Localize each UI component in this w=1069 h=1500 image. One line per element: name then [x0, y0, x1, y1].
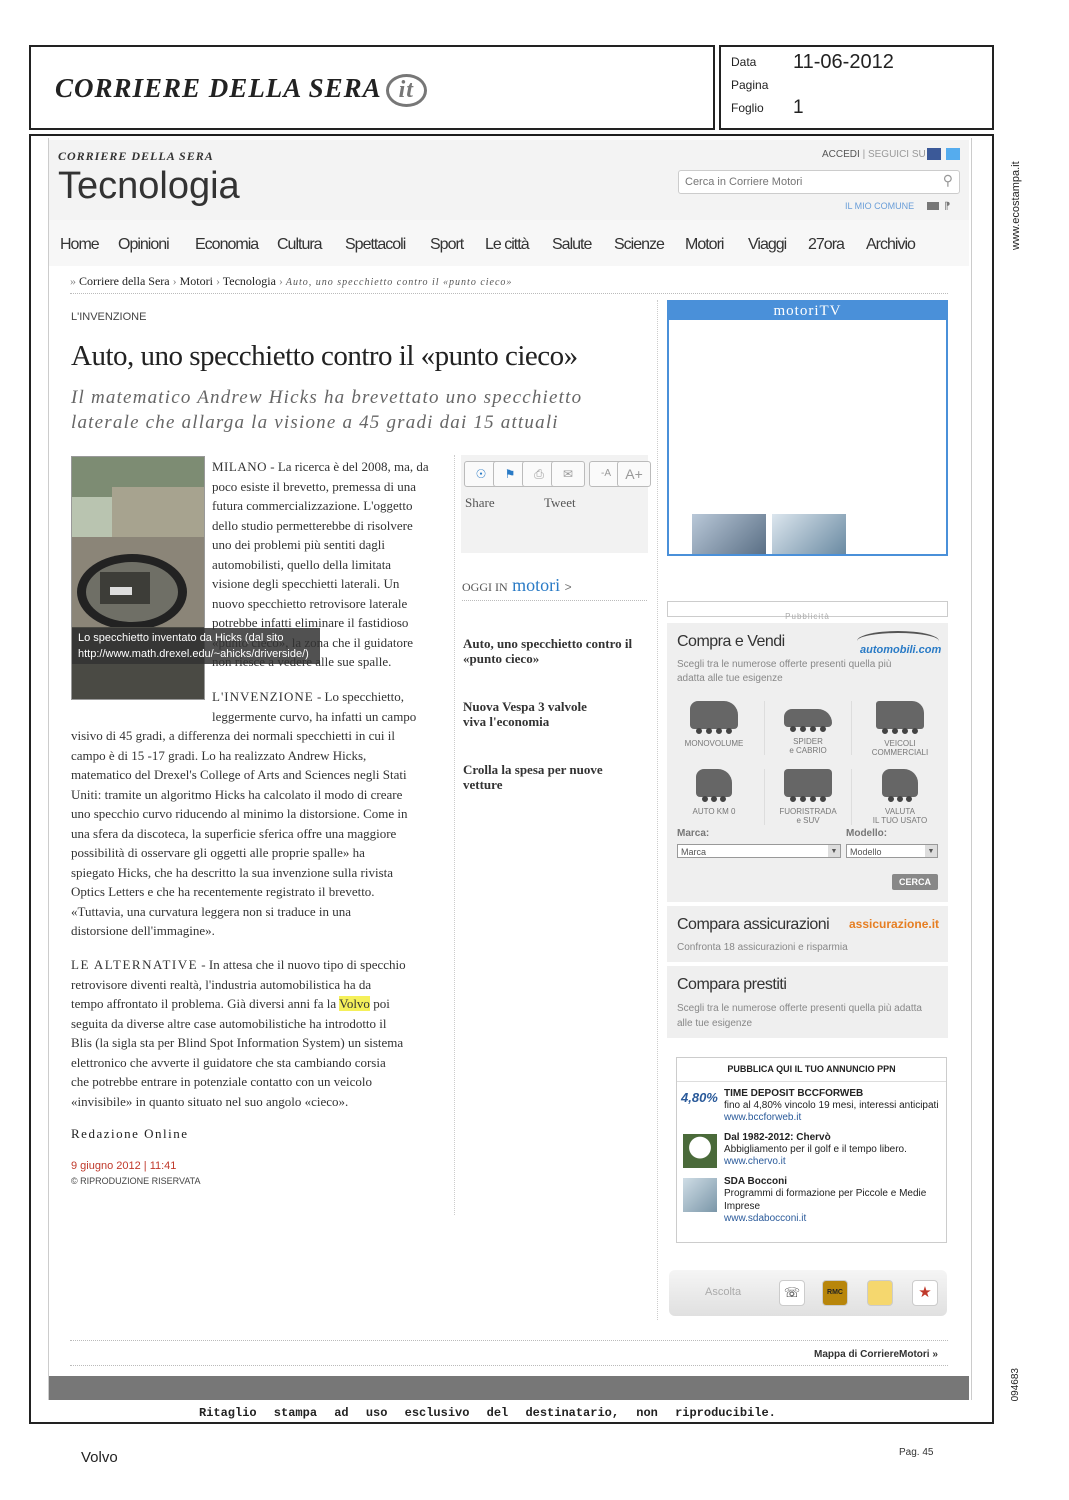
facebook-icon[interactable]: [927, 148, 941, 160]
cat-monovolume[interactable]: MONOVOLUME: [671, 701, 757, 748]
prestiti-desc: Scegli tra le numerose offerte presenti quella più adatta alle tue esigenze: [677, 1003, 922, 1029]
nav-item-scienze[interactable]: Scienze: [614, 236, 664, 253]
middle-divider: [454, 455, 456, 1215]
modello-select[interactable]: Modello ▼: [846, 844, 938, 858]
cat-km0[interactable]: AUTO KM 0: [671, 769, 757, 816]
nav-item-motori[interactable]: Motori: [685, 236, 724, 253]
article-title: Auto, uno specchietto contro il «punto cieco»: [71, 340, 578, 372]
video-thumb-2[interactable]: [772, 514, 846, 554]
modello-dropdown-icon[interactable]: ▼: [925, 845, 937, 857]
compra-title[interactable]: Compra e Vendi: [677, 633, 785, 650]
radio-icon-1[interactable]: ☏: [779, 1280, 805, 1306]
tweet-button[interactable]: Tweet: [544, 495, 576, 510]
p3-lead: LE ALTERNATIVE: [71, 957, 199, 972]
mio-comune-link[interactable]: IL MIO COMUNE: [845, 201, 915, 211]
nav-item-salute[interactable]: Salute: [552, 236, 592, 253]
article-p3: LE ALTERNATIVE - In attesa che il nuovo tipo di specchio retrovisore diventi realtà, l'industria automobilistica ha da tempo affrontato il problema. Già diversi anni fa la Volvo poi seguita da diverse altre case automobilistiche ha introdotto il Blis (la sigla sta per Blind Spot Information System) un sistema elettronico che avverte il guidatore che sta cambiando corsia che potrebbe entrare in potenziale contatto con un veicolo «invisibile» in quanto situato nel suo angolo «cieco».: [71, 957, 406, 1109]
nav-item-27ora[interactable]: 27ora: [808, 236, 844, 253]
mappa-link[interactable]: Mappa di CorriereMotori »: [814, 1349, 938, 1360]
automobili-logo-swoosh: [857, 631, 939, 651]
assic-desc: Confronta 18 assicurazioni e risparmia: [677, 942, 848, 953]
masthead-logo: CORRIERE DELLA SERA it: [55, 73, 427, 107]
ppn-title[interactable]: PUBBLICA QUI IL TUO ANNUNCIO PPN: [677, 1064, 946, 1082]
radio-icon-star[interactable]: ★: [912, 1280, 938, 1306]
monovolume-icon: [690, 701, 738, 729]
search-icon[interactable]: ⚲: [942, 172, 953, 188]
related-link-1[interactable]: Auto, uno specchietto contro il «punto cieco»: [463, 636, 633, 666]
compra-vendi-box: [667, 623, 948, 902]
breadcrumb-current: Auto, uno specchietto contro il «punto cieco»: [285, 277, 513, 288]
search-input[interactable]: [679, 171, 927, 193]
article-rights: © RIPRODUZIONE RISERVATA: [71, 1176, 201, 1186]
brand-label: Volvo: [81, 1449, 118, 1466]
cat-valuta[interactable]: VALUTA IL TUO USATO: [857, 769, 943, 825]
related-link-2[interactable]: Nuova Vespa 3 valvole viva l'economia: [463, 699, 587, 729]
prestiti-title[interactable]: Compara prestiti: [677, 976, 787, 993]
article-subtitle: Il matematico Andrew Hicks ha brevettato uno specchietto laterale che allarga la visione a 45 gradi dai 15 attuali: [71, 387, 583, 433]
bocconi-logo-icon: [683, 1178, 717, 1212]
assic-logo[interactable]: assicurazione.it: [849, 917, 940, 931]
article-date: 9 giugno 2012 | 11:41: [71, 1160, 177, 1172]
spider-icon: [784, 709, 832, 727]
page-number: Pag. 45: [899, 1447, 934, 1458]
breadcrumb-home[interactable]: Corriere della Sera: [79, 274, 170, 288]
twitter-icon[interactable]: [946, 148, 960, 160]
modello-label: Modello:: [846, 828, 888, 839]
ritaglio-notice: Ritaglio stampa ad uso esclusivo del destinatario, non riproducibile.: [199, 1406, 776, 1420]
nav-item-economia[interactable]: Economia: [195, 236, 259, 253]
suv-icon: [784, 769, 832, 797]
login-link[interactable]: ACCEDI | SEGUICI SU: [822, 149, 926, 160]
radio-icon-3[interactable]: [867, 1280, 893, 1306]
follow-label: | SEGUICI SU: [862, 149, 926, 160]
marca-dropdown-icon[interactable]: ▼: [828, 845, 840, 857]
p1-lead: MILANO: [212, 459, 267, 474]
footer-rule-2: [70, 1365, 948, 1366]
ascolta-label: Ascolta: [705, 1286, 742, 1298]
ppn-box: [676, 1057, 947, 1243]
nav-item-archivio[interactable]: Archivio: [866, 236, 915, 253]
masthead-box: [29, 45, 715, 130]
site-footer-bar: [49, 1376, 969, 1400]
nav-item-viaggi[interactable]: Viaggi: [748, 236, 787, 253]
share-button[interactable]: Share: [465, 495, 495, 510]
email-icon[interactable]: ✉: [551, 461, 585, 487]
foglio-value: 1: [793, 97, 804, 118]
pubblicita-bar: [667, 601, 948, 621]
article-p1: MILANO - La ricerca è del 2008, ma, da poco esiste il brevetto, premessa di una futura commercializzazione. L'oggetto dello studio permetterebbe di risolvere uno dei problemi più sentiti dagli automobilisti, quello della limitata visione degli specchietti laterali. Un nuovo specchietto retrovisore laterale potrebbe infatti eliminare il fastidioso «punto cieco», la zona che il guidatore non riesce a vedere alle sue spalle.: [212, 459, 429, 669]
font-decrease-button[interactable]: -A: [589, 461, 623, 487]
article-kicker: L'INVENZIONE: [71, 311, 147, 323]
radio-icon-rmc[interactable]: RMC: [822, 1280, 848, 1306]
motori-label: motori: [512, 575, 561, 595]
section-title: Tecnologia: [58, 165, 240, 207]
article-author: Redazione Online: [71, 1126, 189, 1141]
prestiti-box: [667, 966, 948, 1038]
mail-icon[interactable]: [927, 202, 939, 210]
print-icon[interactable]: ⎙: [522, 461, 556, 487]
automobili-logo[interactable]: automobili.com: [860, 644, 942, 656]
foglio-label: Foglio: [731, 101, 764, 115]
data-value: 11-06-2012: [793, 51, 894, 73]
ad-1[interactable]: 4,80% TIME DEPOSIT BCCFORWEB fino al 4,80% vincolo 19 mesi, interessi anticipati www.bccforweb.it: [681, 1088, 939, 1123]
bookmark-icon[interactable]: ⚑: [493, 461, 527, 487]
motoritv-box: [667, 300, 948, 556]
oggi-in-label: OGGI IN: [462, 580, 508, 594]
ad-1-badge: 4,80%: [681, 1090, 718, 1105]
nav-item-opinioni[interactable]: Opinioni: [118, 236, 169, 253]
logo-it-badge: it: [386, 74, 427, 107]
site-small-logo[interactable]: CORRIERE DELLA SERA: [58, 149, 214, 163]
valuta-icon: [882, 769, 918, 797]
date-box: [719, 45, 994, 130]
side-url: www.ecostampa.it: [1010, 161, 1022, 250]
volvo-highlight: Volvo: [339, 996, 370, 1011]
nav-item-cultura[interactable]: Cultura: [277, 236, 322, 253]
assic-title[interactable]: Compara assicurazioni: [677, 916, 830, 933]
related-link-3[interactable]: Crolla la spesa per nuove vetture: [463, 762, 603, 792]
motoritv-title[interactable]: motoriTV: [669, 302, 946, 320]
compra-desc: Scegli tra le numerose offerte presenti quella più adatta alle tue esigenze: [677, 659, 892, 684]
rss-icon[interactable]: ⁋: [944, 201, 951, 212]
video-thumb-1[interactable]: [692, 514, 766, 554]
search-box[interactable]: [678, 170, 960, 194]
pubblicita-label: Pubblicità: [785, 612, 830, 621]
oggi-in-motori[interactable]: [462, 575, 647, 601]
ascolta-bar: [669, 1270, 947, 1316]
article-p2: L'INVENZIONE - Lo specchietto, leggermente curvo, ha infatti un campo visivo di 45 gradi, a differenza dei normali specchietti in cui il campo è di 15 -17 gradi. Lo ha realizzato Andrew Hicks, matematico del Drexel's College of Arts and Sciences negli Stati Uniti: tramite un algoritmo Hicks ha calcolato il modo di creare uno specchio curvo riducendo al minimo la distorsione. Come in una sfera da discoteca, la superficie sferica offre una maggiore possibilità di osservare gli oggetti alle proprie spalle» ha spiegato Hicks, che ha descritto la sua invenzione sulla rivista Optics Letters e che ha recentemente registrato il brevetto. «Tuttavia, una curvatura leggera non si traduce in una distorsione dell'immagine».: [71, 689, 417, 938]
ad-3[interactable]: SDA Bocconi Programmi di formazione per Piccole e Medie Imprese www.sdabocconi.it: [681, 1176, 943, 1224]
footer-rule-1: [70, 1340, 948, 1341]
pagina-label: Pagina: [731, 78, 769, 92]
side-code: 094683: [1010, 1368, 1021, 1402]
cat-spider[interactable]: SPIDER e CABRIO: [764, 701, 852, 755]
nav-item-spettacoli[interactable]: Spettacoli: [345, 236, 406, 253]
nav-item-citta[interactable]: Le città: [485, 236, 529, 253]
breadcrumb-motori[interactable]: Motori: [179, 274, 213, 288]
nav-item-home[interactable]: Home: [60, 236, 99, 253]
oggi-arrow: >: [564, 580, 572, 594]
cerca-button[interactable]: CERCA: [892, 874, 938, 890]
assicurazioni-box: [667, 906, 948, 962]
data-label: Data: [731, 55, 757, 69]
share-map-icon[interactable]: ☉: [464, 461, 498, 487]
golf-ball-icon: [683, 1134, 717, 1168]
cat-fuoristrada[interactable]: FUORISTRADA e SUV: [764, 769, 852, 825]
font-increase-button[interactable]: A+: [617, 461, 651, 487]
ad-2[interactable]: Dal 1982-2012: Chervò Abbigliamento per il golf e il tempo libero. www.chervo.it: [681, 1132, 943, 1167]
marca-select[interactable]: Marca ▼: [677, 844, 841, 858]
nav-item-sport[interactable]: Sport: [430, 236, 464, 253]
photo-caption: Lo specchietto inventato da Hicks (dal sito http://www.math.drexel.edu/~ahicks/driverside/): [72, 628, 320, 664]
marca-label: Marca:: [677, 828, 710, 839]
van-icon: [876, 701, 924, 729]
km0-icon: [696, 769, 732, 797]
breadcrumb: » Corriere della Sera › Motori › Tecnologia › Auto, uno specchietto contro il «punto cieco»: [70, 274, 948, 294]
breadcrumb-tecnologia[interactable]: Tecnologia: [222, 274, 276, 288]
p2-lead: L'INVENZIONE: [212, 689, 314, 704]
cat-veicoli[interactable]: VEICOLI COMMERCIALI: [857, 701, 943, 757]
right-divider: [657, 300, 659, 1320]
